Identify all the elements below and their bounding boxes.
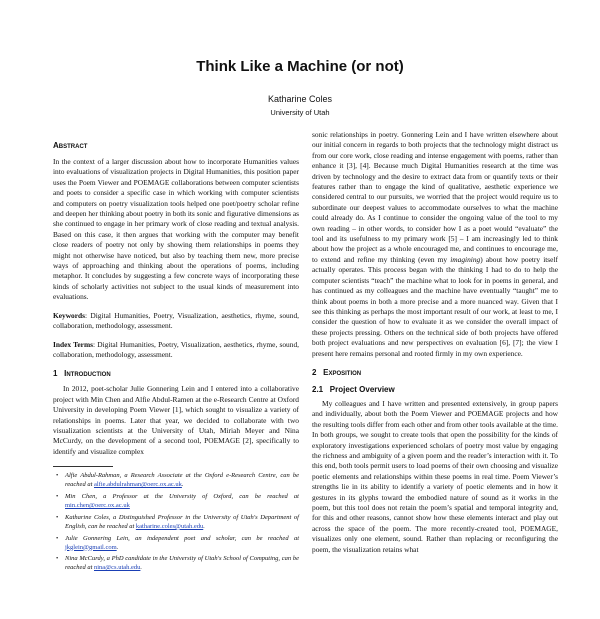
intro-number: 1 [53,369,58,379]
author-affiliation: University of Utah [270,108,330,117]
footnote-item: • Min Chen, a Professor at the University of Oxford, can be reached at min.chen@oerc.ox.ac.uk [65,493,299,511]
section-2-heading: 2 Exposition [312,367,362,377]
right-column [312,130,558,555]
email-link[interactable]: alfie.abdulrahman@oerc.ox.ac.uk [94,481,182,489]
footnote-list [53,472,299,573]
email-link[interactable]: nina@cs.utah.edu [94,564,141,572]
email-link[interactable]: katharine.coles@utah.edu [135,522,204,530]
footnote-item: • Alfie Abdul-Rahman, a Research Associate at the Oxford e-Research Centre, can be reached at alfie.abdulrahman@oerc.ox.ac.uk. [65,472,299,490]
index-terms-label: Index Terms [53,339,93,349]
index-terms-text: : Digital Humanities, Poetry, Visualization, aesthetics, rhyme, sound, collaboration, methodology, assessment. [53,339,299,359]
left-column [53,130,299,576]
paper-title: Think Like a Machine (or not) [196,58,404,75]
paper-author: Katharine Coles [267,94,333,104]
intro-text: In 2012, poet-scholar Julie Gonnering Lein and I entered into a collaborative project with Min Chen and Alfie Abdul-Ramen at the e-Research Centre at Oxford University in developing Poem Viewer [1], which sought to visualize a variety of relationships in poems. Later that year, we decided to collaborate with two visualization scientists at the University of Utah, Miriah Meyer and Nina McCurdy, on the development of a second tool, POEMAGE [2], specifically to identify and visualize complex [53,384,299,456]
index-terms [53,340,299,361]
body-paragraph: My colleagues and I have written and presented extensively, in group papers and individually, about both the Poem Viewer and POEMAGE projects and how the resulting tools differ from each other and from other tools available at the time. In both groups, we sought to create tools that open the possibility for the kinds of exploratory investigations experienced scholars of poetry most value by engaging the richness and ambiguity of a given poem and the reader’s interaction with it. To this end, both tools permit users to load poems of their own choosing and visualize poetic elements and relationships within these poems in real time. Poem Viewer’s strengths lie in its ability to identify a variety of poetic elements and in how it gestures in its glyphs toward the embodied nature of sound as it works in the poem, but this tool does not retain the poem’s spatial and temporal integrity and, for this and other reasons, cannot show how these elements interact and play out across the space of the poem. The more recently-created tool, POEMAGE, visualizes only one element, sound. Rather than replacing or reconfiguring the poem, the visualization retains what [312,398,558,554]
footnote-item: • Nina McCurdy, a PhD candidate in the University of Utah's School of Computing, can be reached at nina@cs.utah.edu. [65,555,299,573]
keywords-text: : Digital Humanities, Poetry, Visualization, aesthetics, rhyme, sound, collaboration, methodology, assessment. [53,310,299,331]
email-link[interactable]: jkglein@gmail.com [65,543,117,551]
body-paragraph: sonic relationships in poetry. Gonnering Lein and I have written elsewhere about our initial concern in regards to both projects that the technology might distract us from our core work, close reading and intense engagement with poems, rather than enhance it [3], [4]. Because much Digital Humanities research at the time was driven by technology and the desire to extract data from or quantify texts or their features rather than to engage the kind of qualitative, aesthetic experience we considered central to our pursuits, we worried that the project would require us to subordinate our deepest values to accommodate ourselves to what the machine could already do. As I continue to consider the ongoing value of the tool to my own reading – in other words, to consider how I as a poet would “evaluate” the tool and its usefulness to my primary work [5] – I am increasingly led to think about how the project as a whole encouraged me, and continues to encourage me, to extend and refine my thinking (even my imagining) about how poetry itself actually operates. This process began with the thinking I had to do to help the computer scientists “teach” the machine what to look for in poems in general, and has continued as my colleagues and the machine have eventually “taught” me to think about poems in both a more precise and a more nuanced way. Given that I see this thinking as perhaps the most important result of our work, at least to me, I consider the question of how to evaluate it as we consider the overall impact of these projects pressing. Others on the technical side of both projects have offered both project evaluations and new perspectives on evaluation [6], [7]; the view I present here remains personal and rooted firmly in my own experience. [312,130,558,358]
intro-heading-text: Introduction [64,369,111,379]
footnote-item: • Julie Gonnering Lein, an independent poet and scholar, can be reached at jkglein@gmail.com. [65,535,299,553]
abstract-heading: Abstract [53,141,88,150]
keywords [53,311,299,332]
abstract-text: In the context of a larger discussion about how to incorporate Humanities values into evaluations of visualization projects in Digital Humanities, this position paper uses the Poem Viewer and POEMAGE collaborations between computer scientists and poets to consider a specific case in which working with computer scientists and computers on poetry visualization tools helped one poet/poetry scholar refine and deepen her thinking about poetry in both its sonic and figurative dimensions as she continued to engage in her primary work of close reading and textual analysis. Based on this case, it then argues that working with the computer may benefit close readers of poetry not only by showing them relationships in poems they might not otherwise have noticed, but also by teaching them new, more precise ways of approaching and thinking about the operations of poems, including metaphor. It concludes by suggesting a few concrete ways of incorporating these kinds of scholarly activities not subject to the usual kinds of measurement into evaluations. [53,157,299,302]
keywords-label: Keywords [53,310,86,320]
subsection-2-1-heading: 2.1 Project Overview [312,384,395,394]
footnote-rule [53,466,113,467]
footnote-item: • Katharine Coles, a Distinguished Professor in the University of Utah's Department of English, can be reached at katharine.coles@utah.edu. [65,514,299,532]
email-link[interactable]: min.chen@oerc.ox.ac.uk [65,501,130,509]
intro-heading [53,369,299,379]
